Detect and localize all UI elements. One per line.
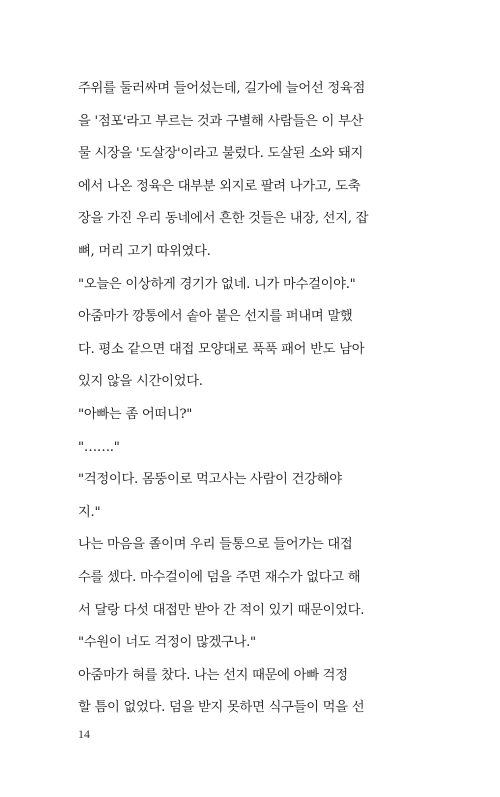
- text-line: 에서 나온 정육은 대부분 외지로 팔려 나가고, 도축: [78, 178, 361, 194]
- text-line: 다. 평소 같으면 대접 모양대로 푹푹 패어 반도 남아: [78, 341, 365, 357]
- text-line: 뼈, 머리 고기 따위였다.: [78, 243, 211, 259]
- text-line: 있지 않을 시간이었다.: [78, 374, 203, 390]
- text-line: "수원이 너도 걱정이 많겠구나.": [78, 635, 256, 651]
- text-line: 할 틈이 없었다. 덤을 받지 못하면 식구들이 먹을 선: [78, 700, 365, 716]
- text-line: "걱정이다. 몸뚱이로 먹고사는 사람이 건강해야: [78, 472, 342, 488]
- body-text: [78, 73, 418, 725]
- text-line: "아빠는 좀 어떠니?": [78, 406, 193, 422]
- page-number: 14: [78, 727, 90, 741]
- text-line: 수를 셌다. 마수걸이에 덤을 주면 재수가 없다고 해: [78, 569, 361, 585]
- text-line: 지.": [78, 504, 101, 520]
- text-line: 을 '점포'라고 부르는 것과 구별해 사람들은 이 부산: [78, 113, 364, 129]
- text-line: 주위를 둘러싸며 들어섰는데, 길가에 늘어선 정육점: [78, 81, 366, 96]
- text-line: 서 달랑 다섯 대접만 받아 간 적이 있기 때문이었다.: [78, 602, 365, 618]
- text-line: "…….": [78, 439, 120, 455]
- text-line: 아줌마가 혀를 찼다. 나는 선지 때문에 아빠 걱정: [78, 667, 348, 683]
- text-line: 아줌마가 깡통에서 솥아 붙은 선지를 퍼내며 말했: [78, 309, 353, 325]
- text-line: 장을 가진 우리 동네에서 흔한 것들은 내장, 선지, 잡: [78, 211, 369, 227]
- text-line: 나는 마음을 졸이며 우리 들통으로 들어가는 대접: [78, 537, 353, 553]
- text-line: 물 시장을 '도살장'이라고 불렀다. 도살된 소와 돼지: [78, 146, 364, 162]
- text-line: "오늘은 이상하게 경기가 없네. 니가 마수걸이야.": [78, 276, 356, 292]
